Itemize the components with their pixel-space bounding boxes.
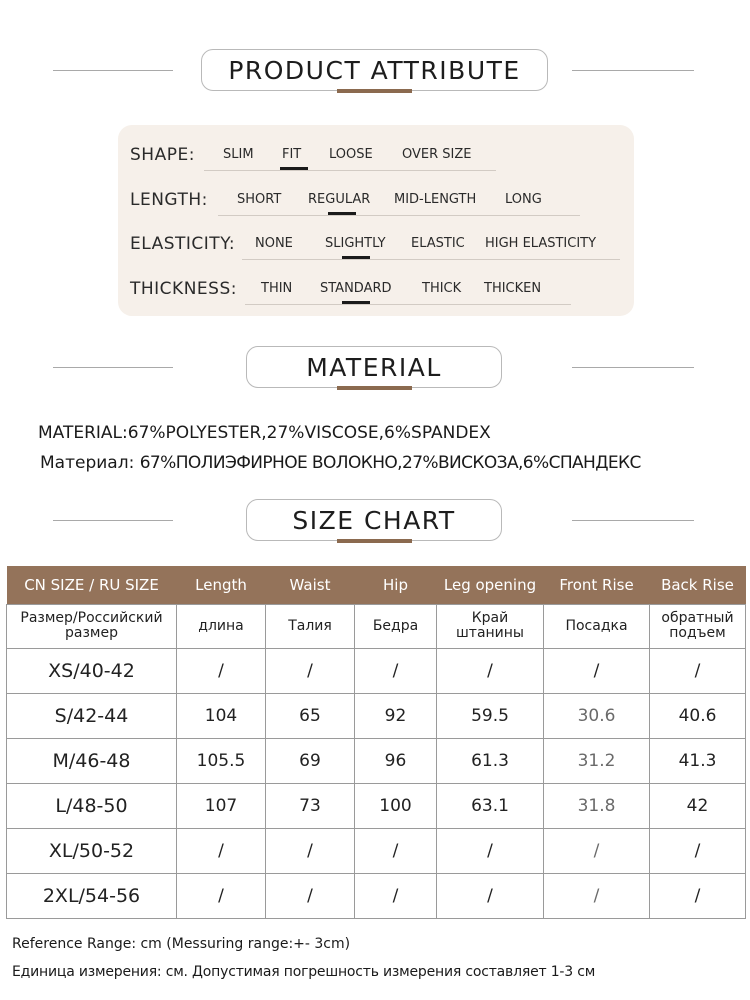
column-header-ru: Размер/Российский размер [7,604,177,648]
column-header: Front Rise [544,566,650,604]
column-header-ru: длина [177,604,266,648]
attr-option: OVER SIZE [402,147,472,162]
column-header-ru: Бедра [355,604,437,648]
table-cell: / [650,873,746,918]
divider-line [572,367,694,368]
column-header: CN SIZE / RU SIZE [7,566,177,604]
attr-row-length [118,182,634,212]
table-cell: M/46-48 [7,738,177,783]
selected-marker [328,212,356,215]
table-cell: / [544,648,650,693]
table-cell: 105.5 [177,738,266,783]
table-cell: 40.6 [650,693,746,738]
attr-underline [242,259,620,260]
table-cell: / [355,873,437,918]
table-cell: / [355,648,437,693]
table-cell: 65 [266,693,355,738]
section-title [246,499,502,541]
table-row [7,738,746,783]
reference-range-note: Reference Range: cm (Messuring range:+- 3cm) [12,936,351,952]
column-header: Waist [266,566,355,604]
attr-row-elasticity [118,226,634,256]
table-cell: / [177,648,266,693]
table-subheader-row [7,604,746,648]
table-row [7,648,746,693]
table-cell: / [437,873,544,918]
table-cell: / [355,828,437,873]
table-cell: / [177,828,266,873]
divider-line [53,520,173,521]
attr-option: MID-LENGTH [394,192,477,207]
section-title [246,346,502,388]
table-cell: / [177,873,266,918]
table-row [7,828,746,873]
material-en-value: 67%POLYESTER,27%VISCOSE,6%SPANDEX [127,423,491,443]
table-cell: L/48-50 [7,783,177,828]
attr-option: ELASTIC [411,236,465,251]
table-cell: 96 [355,738,437,783]
section-title-text: SIZE CHART [292,505,456,535]
table-cell: XL/50-52 [7,828,177,873]
table-cell: / [544,873,650,918]
column-header-ru: обратный подъем [650,604,746,648]
section-title-text: PRODUCT ATTRIBUTE [228,55,521,85]
selected-marker [280,167,308,170]
attribute-panel [118,125,634,316]
table-cell: 107 [177,783,266,828]
table-cell: 100 [355,783,437,828]
table-cell: 59.5 [437,693,544,738]
table-cell: / [544,828,650,873]
table-cell: 2XL/54-56 [7,873,177,918]
attr-option-selected: SLIGHTLY [325,236,386,251]
table-cell: 61.3 [437,738,544,783]
material-en [38,423,491,443]
attr-option: THICK [422,281,462,296]
column-header: Hip [355,566,437,604]
column-header: Back Rise [650,566,746,604]
attr-option: THICKEN [484,281,542,296]
table-row [7,693,746,738]
material-en-label: MATERIAL: [38,423,128,443]
attr-label: SHAPE: [130,145,195,165]
title-accent-bar [337,539,412,543]
selected-marker [342,301,370,304]
size-chart-header [0,496,750,546]
table-cell: S/42-44 [7,693,177,738]
table-cell: / [266,828,355,873]
measurement-note-ru: Единица измерения: см. Допустимая погрешность измерения составляет 1-3 см [12,964,596,980]
material-ru-value: 67%ПОЛИЭФИРНОЕ ВОЛОКНО,27%ВИСКОЗА,6%СПАНДЕКС [139,453,641,473]
table-cell: / [266,648,355,693]
table-cell: 104 [177,693,266,738]
table-cell: / [437,648,544,693]
table-row [7,873,746,918]
table-cell: / [437,828,544,873]
attr-underline [204,170,496,171]
table-cell: 73 [266,783,355,828]
column-header-ru: Талия [266,604,355,648]
table-row [7,783,746,828]
attr-option: THIN [261,281,293,296]
material-ru-label: Материал: [40,453,135,473]
column-header: Length [177,566,266,604]
attr-underline [218,215,580,216]
table-cell: / [650,828,746,873]
table-cell: 63.1 [437,783,544,828]
table-cell: 92 [355,693,437,738]
table-header-row [7,566,746,604]
attr-option: LONG [505,192,542,207]
table-cell: 31.8 [544,783,650,828]
material-ru [40,453,641,473]
attr-row-shape [118,137,634,167]
attr-label: THICKNESS: [130,279,237,299]
attr-option: NONE [255,236,293,251]
table-cell: 41.3 [650,738,746,783]
section-title-text: MATERIAL [306,352,442,382]
divider-line [572,70,694,71]
attr-option-selected: FIT [282,147,302,162]
size-chart-table [6,566,746,919]
attr-option: SHORT [237,192,282,207]
divider-line [53,367,173,368]
attr-option: SLIM [223,147,254,162]
title-accent-bar [337,386,412,390]
table-cell: XS/40-42 [7,648,177,693]
divider-line [53,70,173,71]
attr-option: HIGH ELASTICITY [485,236,597,251]
table-cell: 69 [266,738,355,783]
material-header [0,343,750,393]
title-accent-bar [337,89,412,93]
table-cell: / [650,648,746,693]
divider-line [572,520,694,521]
table-cell: 30.6 [544,693,650,738]
column-header-ru: Посадка [544,604,650,648]
selected-marker [342,256,370,259]
attr-option: LOOSE [329,147,373,162]
attr-row-thickness [118,271,634,301]
attr-option-selected: STANDARD [320,281,392,296]
table-cell: / [266,873,355,918]
table-cell: 31.2 [544,738,650,783]
column-header-ru: Край штанины [437,604,544,648]
table-cell: 42 [650,783,746,828]
attr-label: LENGTH: [130,190,208,210]
attr-underline [245,304,571,305]
section-title [201,49,548,91]
product-attribute-header [0,46,750,96]
attr-option-selected: REGULAR [308,192,371,207]
attr-label: ELASTICITY: [130,234,236,254]
column-header: Leg opening [437,566,544,604]
